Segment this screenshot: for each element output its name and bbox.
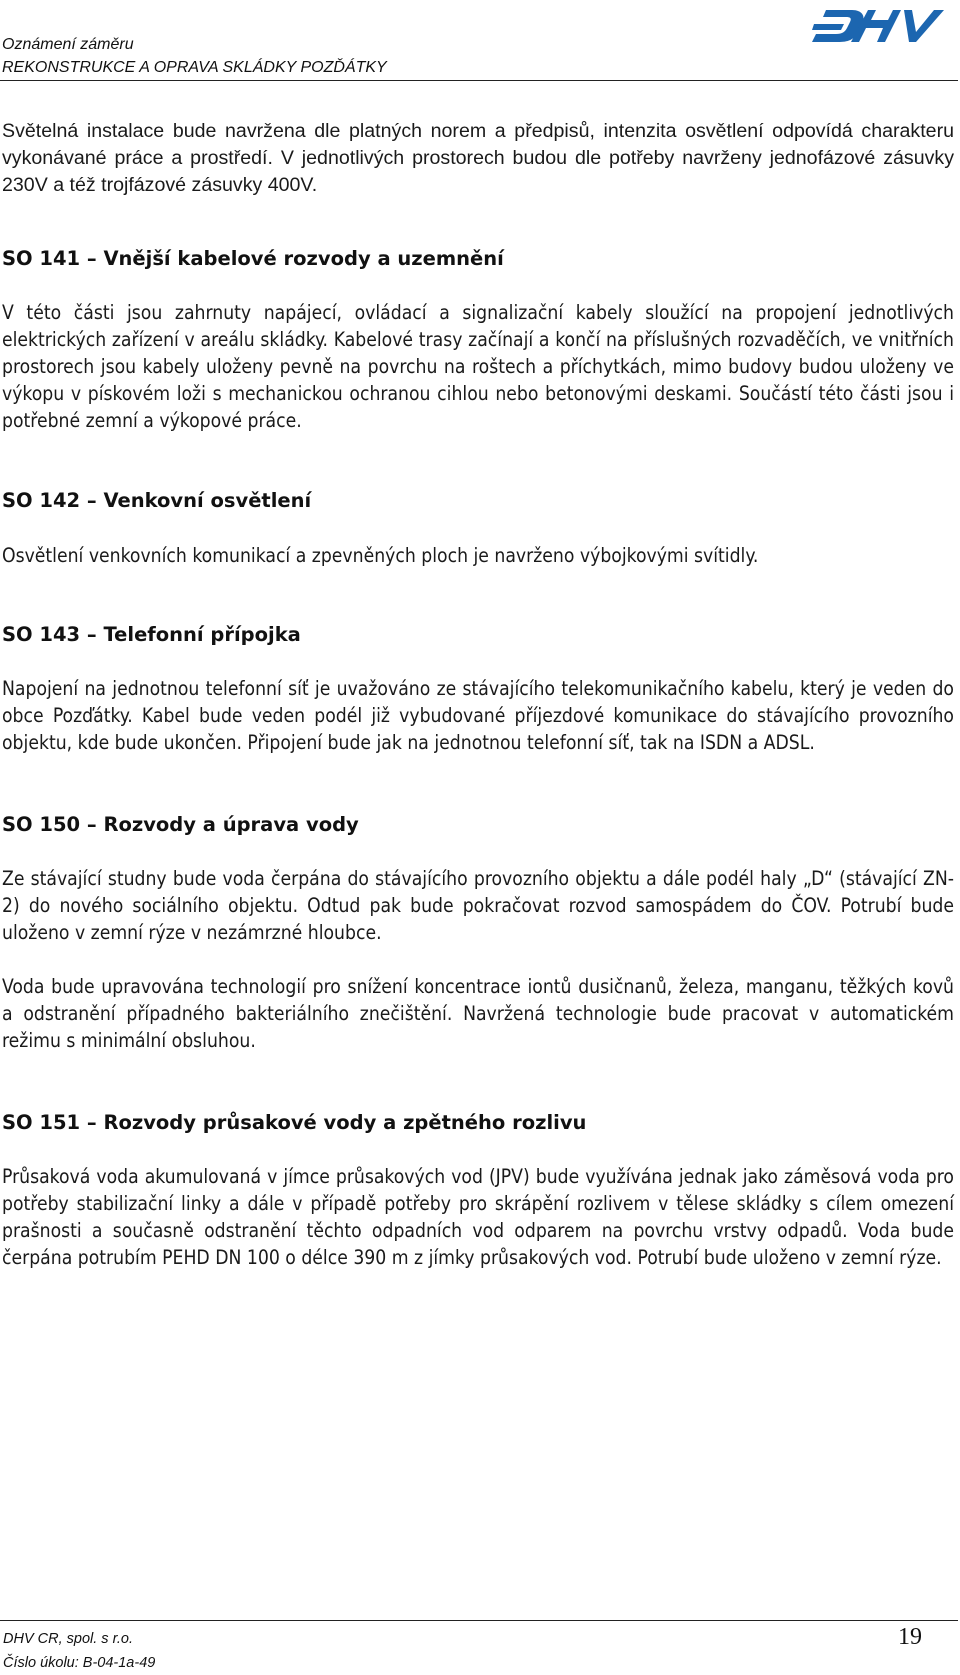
section-so143-paragraph: Napojení na jednotnou telefonní síť je uvažováno ze stávajícího telekomunikačního kabelu, který je veden do obce Pozďátky. Kabel bude veden podél již vybudované příjezdové komunikace do stávajícího provozního objektu, kde bude ukončen. Připojení bude jak na jednotnou telefonní síť, tak na ISDN a ADSL. — [2, 677, 954, 754]
footer-divider — [0, 1620, 958, 1621]
section-heading-so151: SO 151 – Rozvody průsakové vody a zpětného rozlivu — [2, 1111, 587, 1134]
document-body — [2, 118, 954, 1271]
section-so142-paragraph: Osvětlení venkovních komunikací a zpevněných ploch je navrženo výbojkovými svítidly. — [2, 544, 759, 567]
header-project-name: REKONSTRUKCE A OPRAVA SKLÁDKY POZĎÁTKY — [2, 59, 387, 76]
header-divider — [0, 80, 958, 81]
footer-company: DHV CR, spol. s r.o. — [3, 1631, 133, 1647]
header-text — [2, 33, 387, 79]
dhv-logo — [808, 4, 948, 46]
footer-task-number: Číslo úkolu: B-04-1a-49 — [3, 1655, 156, 1671]
section-heading-so150: SO 150 – Rozvody a úprava vody — [2, 813, 359, 836]
section-so141-paragraph: V této části jsou zahrnuty napájecí, ovládací a signalizační kabely sloužící na propojení jednotlivých elektrických zařízení v areálu skládky. Kabelové trasy začínají a končí na příslušných rozvaděčích, ve vnitřních prostorech jsou kabely uloženy pevně na povrchu na roštech a příchytkách, mimo budovy budou uloženy ve výkopu v pískovém loži s mechanickou ochranou cihlou nebo betonovými deskami. Součástí této části jsou i potřebné zemní a výkopové práce. — [2, 301, 954, 432]
section-heading-so142: SO 142 – Venkovní osvětlení — [2, 489, 312, 512]
header-title: Oznámení záměru — [2, 36, 134, 53]
section-so151-paragraph: Průsaková voda akumulovaná v jímce průsakových vod (JPV) bude využívána jednak jako záměsová voda pro potřeby stabilizační linky a dále v případě potřeby pro skrápění rozlivem v tělese skládky s cílem omezení prašnosti a současně odstranění těchto odpadních vod odparem na povrchu vrstvy odpadů. Voda bude čerpána potrubím PEHD DN 100 o délce 390 m z jímky průsakových vod. Potrubí bude uloženo v zemní rýze. — [2, 1165, 954, 1269]
section-so150-paragraph-1: Ze stávající studny bude voda čerpána do stávajícího provozního objektu a dále podél haly „D“ (stávající ZN-2) do nového sociálního objektu. Odtud pak bude pokračovat rozvod samospádem do ČOV. Potrubí bude uloženo v zemní rýze v nezámrzné hloubce. — [2, 867, 954, 944]
page-header — [0, 0, 960, 82]
intro-paragraph: Světelná instalace bude navržena dle platných norem a předpisů, intenzita osvětlení odpovídá charakteru vykonávané práce a prostředí. V jednotlivých prostorech budou dle potřeby navrženy jednofázové zásuvky 230V a též trojfázové zásuvky 400V. — [2, 120, 954, 196]
footer-info — [3, 1627, 155, 1675]
page-number: 19 — [898, 1624, 922, 1650]
section-so150-paragraph-2: Voda bude upravována technologií pro snížení koncentrace iontů dusičnanů, železa, manganu, těžkých kovů a odstranění případného bakteriálního znečištění. Navržená technologie bude pracovat v automatickém režimu s minimální obsluhou. — [2, 975, 954, 1052]
section-heading-so141: SO 141 – Vnější kabelové rozvody a uzemnění — [2, 247, 504, 270]
section-heading-so143: SO 143 – Telefonní přípojka — [2, 623, 301, 646]
